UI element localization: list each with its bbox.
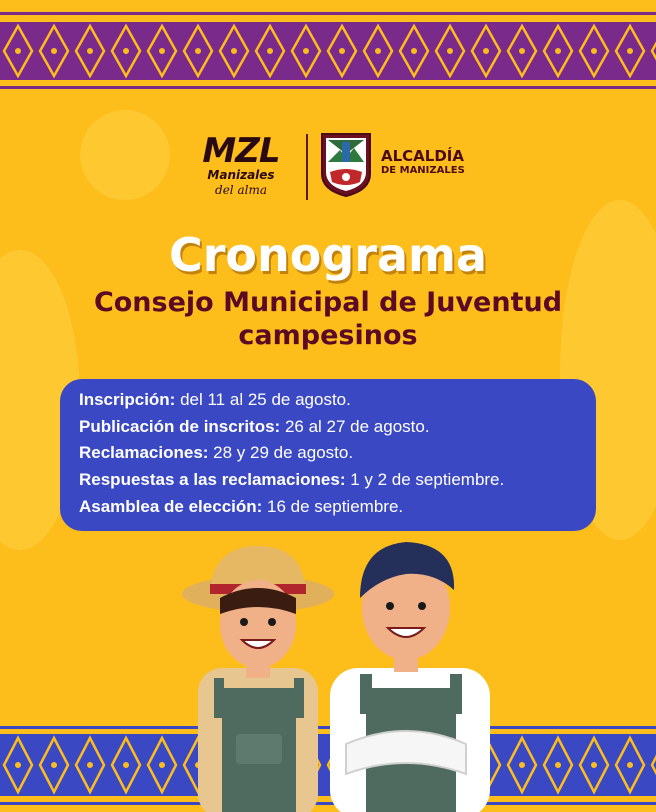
- schedule-label: Asamblea de elección:: [79, 497, 263, 516]
- band-dot: [519, 762, 525, 768]
- band-dot: [591, 48, 597, 54]
- schedule-item: [79, 497, 403, 517]
- subtitle-line2: campesinos: [238, 320, 418, 351]
- mzl-logo-sub: Manizales: [207, 168, 275, 182]
- characters-illustration: [170, 538, 490, 812]
- band-dot: [519, 48, 525, 54]
- band-dot: [231, 48, 237, 54]
- top-pattern-band: [0, 0, 656, 102]
- page-title: Cronograma: [168, 228, 488, 282]
- schedule-label: Publicación de inscritos:: [79, 417, 281, 436]
- alcaldia-logo: [381, 148, 501, 177]
- mzl-logo: [186, 131, 296, 198]
- logos-row: [0, 128, 656, 208]
- band-dot: [447, 48, 453, 54]
- schedule-box: [60, 379, 596, 531]
- band-dot: [195, 48, 201, 54]
- band-dot: [627, 48, 633, 54]
- band-dot: [591, 762, 597, 768]
- farmer-character: [182, 546, 334, 812]
- mzl-logo-script: del alma: [215, 183, 267, 197]
- schedule-item: [79, 470, 504, 490]
- subtitle-line1: Consejo Municipal de Juventud: [93, 287, 563, 318]
- band-dot: [267, 48, 273, 54]
- band-dot: [159, 48, 165, 54]
- band-dot: [159, 762, 165, 768]
- schedule-item: [79, 443, 353, 463]
- schedule-value: 16 de septiembre.: [262, 497, 404, 516]
- band-dot: [123, 762, 129, 768]
- band-dot: [15, 762, 21, 768]
- band-dot: [15, 48, 21, 54]
- worker-character: [330, 542, 490, 812]
- band-dot: [51, 762, 57, 768]
- shield-icon: [320, 132, 372, 198]
- band-dot: [555, 762, 561, 768]
- band-dot: [555, 48, 561, 54]
- band-dot: [411, 48, 417, 54]
- band-dot: [375, 48, 381, 54]
- band-dot: [51, 48, 57, 54]
- alcaldia-line1: ALCALDÍA: [381, 147, 464, 165]
- band-dot: [87, 762, 93, 768]
- schedule-item: [79, 417, 430, 437]
- band-dot: [339, 48, 345, 54]
- band-dot: [627, 762, 633, 768]
- band-dot: [483, 48, 489, 54]
- schedule-value: 28 y 29 de agosto.: [208, 443, 354, 462]
- page-subtitle: [0, 286, 656, 352]
- band-dot: [87, 48, 93, 54]
- schedule-label: Respuestas a las reclamaciones:: [79, 470, 346, 489]
- schedule-value: del 11 al 25 de agosto.: [175, 390, 351, 409]
- schedule-label: Reclamaciones:: [79, 443, 209, 462]
- mzl-logo-text: MZL: [202, 131, 280, 171]
- schedule-value: 1 y 2 de septiembre.: [345, 470, 505, 489]
- schedule-label: Inscripción:: [79, 390, 176, 409]
- alcaldia-line2: DE MANIZALES: [381, 165, 465, 176]
- band-dot: [123, 48, 129, 54]
- schedule-item: [79, 390, 351, 410]
- band-dot: [303, 48, 309, 54]
- schedule-value: 26 al 27 de agosto.: [280, 417, 430, 436]
- logo-divider: [306, 134, 308, 200]
